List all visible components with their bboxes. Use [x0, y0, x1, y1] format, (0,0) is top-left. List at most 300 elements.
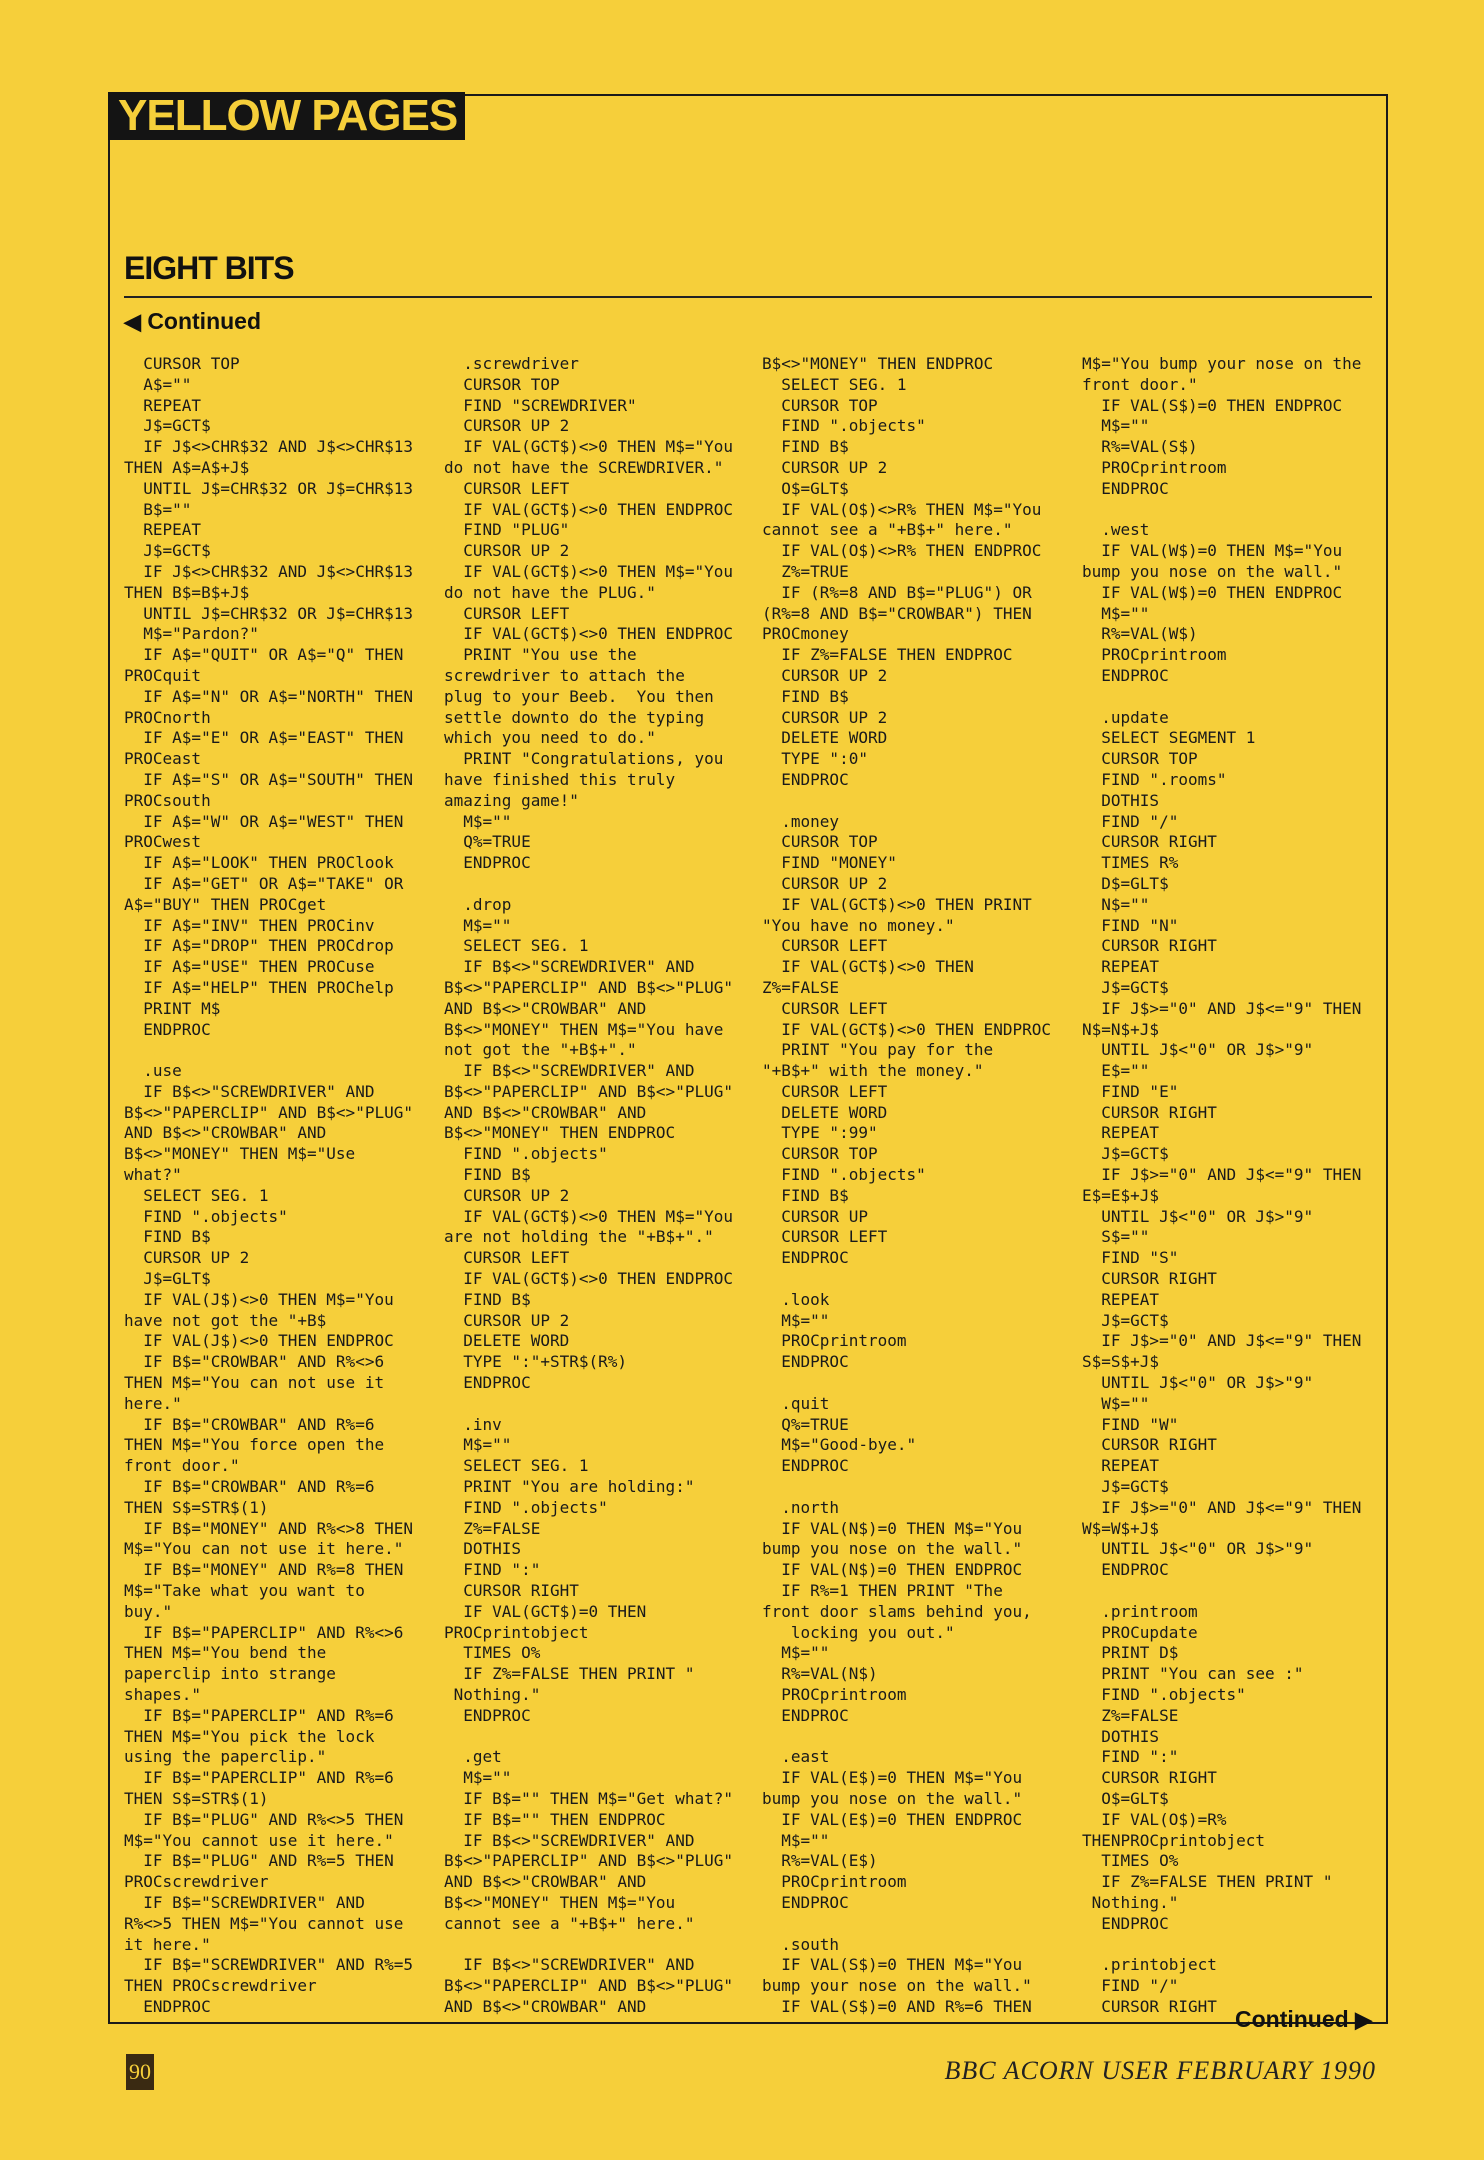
code-line: ENDPROC	[762, 769, 849, 789]
code-line: FIND ".objects"	[762, 416, 926, 436]
code-line: IF A$="HELP" THEN PROChelp	[124, 977, 394, 997]
code-line: .west	[1082, 520, 1150, 540]
code-line: FIND ".objects"	[1082, 1685, 1246, 1704]
code-line: M$=""	[444, 811, 512, 831]
code-line: FIND ":"	[444, 1560, 541, 1580]
code-line: (R%=8 AND B$="CROWBAR") THEN	[762, 603, 1032, 623]
code-line	[444, 1394, 733, 1415]
code-line: FIND ".objects"	[444, 1497, 608, 1517]
code-line: IF A$="S" OR A$="SOUTH" THEN	[124, 769, 413, 789]
code-line: J$=GCT$	[124, 541, 211, 561]
code-line: N$=N$+J$	[1082, 1019, 1160, 1039]
code-line: IF B$="CROWBAR" AND R%<>6	[124, 1352, 385, 1372]
code-line: FIND B$	[444, 1289, 531, 1309]
code-line: ENDPROC	[1082, 478, 1169, 498]
code-line: IF J$<>CHR$32 AND J$<>CHR$13	[124, 437, 413, 457]
code-line: S$=""	[1082, 1227, 1150, 1247]
code-line: IF A$="LOOK" THEN PROClook	[124, 853, 394, 873]
code-line: CURSOR LEFT	[444, 603, 570, 623]
code-line: CURSOR LEFT	[444, 478, 570, 498]
code-line: IF A$="N" OR A$="NORTH" THEN	[124, 686, 413, 706]
code-column-2	[444, 354, 733, 2018]
code-line: CURSOR TOP	[124, 354, 240, 373]
code-line: B$<>"MONEY" THEN ENDPROC	[444, 1123, 676, 1143]
code-line: FIND ":"	[1082, 1747, 1179, 1767]
code-line: D$=GLT$	[1082, 873, 1169, 893]
code-line: IF A$="USE" THEN PROCuse	[124, 957, 375, 977]
code-line: it here."	[124, 1934, 211, 1954]
code-line: CURSOR UP 2	[444, 1185, 570, 1205]
code-line: PROCprintroom	[762, 1331, 907, 1351]
code-line: IF Z%=FALSE THEN PRINT "	[444, 1664, 695, 1684]
code-line: S$=S$+J$	[1082, 1352, 1160, 1372]
code-line: PRINT "You are holding:"	[444, 1477, 695, 1497]
code-column-3	[762, 354, 1051, 2018]
code-line: .south	[762, 1934, 840, 1954]
code-line: FIND ".objects"	[444, 1144, 608, 1164]
code-line: .look	[762, 1289, 830, 1309]
code-line: Nothing."	[444, 1685, 541, 1704]
code-line: Z%=TRUE	[762, 561, 849, 581]
code-line: B$<>"MONEY" THEN M$="You have	[444, 1019, 724, 1039]
code-line: PROCmoney	[762, 624, 849, 644]
code-line: .east	[762, 1747, 830, 1767]
code-line: TIMES O%	[444, 1643, 541, 1663]
code-line: SELECT SEGMENT 1	[1082, 728, 1256, 748]
code-line: A$=""	[124, 374, 192, 394]
code-line: AND B$<>"CROWBAR" AND	[444, 1996, 647, 2016]
code-line: IF VAL(E$)=0 THEN ENDPROC	[762, 1809, 1023, 1829]
code-line: IF VAL(GCT$)<>0 THEN ENDPROC	[444, 1269, 733, 1289]
code-line: N$=""	[1082, 894, 1150, 914]
code-line: M$=""	[1082, 603, 1150, 623]
code-line: M$=""	[762, 1830, 830, 1850]
code-line: PRINT M$	[124, 998, 221, 1018]
code-line: IF B$="PLUG" AND R%<>5 THEN	[124, 1809, 404, 1829]
code-line: IF B$<>"SCREWDRIVER" AND	[124, 1081, 375, 1101]
code-line: FIND "/"	[1082, 811, 1179, 831]
code-line: ENDPROC	[762, 1705, 849, 1725]
code-line: IF VAL(E$)=0 THEN M$="You	[762, 1768, 1023, 1788]
code-line: PRINT "You use the	[444, 645, 637, 665]
right-arrow-icon: ▶	[1355, 2007, 1372, 2032]
code-line: FIND B$	[762, 686, 849, 706]
code-line: IF VAL(O$)<>R% THEN M$="You	[762, 499, 1042, 519]
code-column-4	[1082, 354, 1361, 2018]
code-line: Z%=FALSE	[444, 1518, 541, 1538]
code-line: FIND B$	[762, 437, 849, 457]
code-line: B$<>"MONEY" THEN M$="You	[444, 1892, 676, 1912]
code-line: IF Z%=FALSE THEN PRINT "	[1082, 1872, 1333, 1892]
code-line: SELECT SEG. 1	[762, 374, 907, 394]
code-line: B$<>"PAPERCLIP" AND B$<>"PLUG"	[444, 1976, 733, 1996]
code-line: DELETE WORD	[762, 728, 888, 748]
code-line: B$<>"PAPERCLIP" AND B$<>"PLUG"	[444, 977, 733, 997]
code-line: PROCquit	[124, 665, 202, 685]
code-line: O$=GLT$	[1082, 1788, 1169, 1808]
code-line: .get	[444, 1747, 502, 1767]
code-line: R%<>5 THEN M$="You cannot use	[124, 1913, 404, 1933]
code-line: PROCscrewdriver	[124, 1872, 269, 1892]
code-line: are not holding the "+B$+"."	[444, 1227, 714, 1247]
code-line: UNTIL J$<"0" OR J$>"9"	[1082, 1373, 1314, 1393]
code-line: PRINT "You can see :"	[1082, 1664, 1304, 1684]
code-line: J$=GCT$	[1082, 1477, 1169, 1497]
code-line: IF A$="DROP" THEN PROCdrop	[124, 936, 394, 956]
code-line: IF VAL(S$)=0 AND R%=6 THEN	[762, 1996, 1032, 2016]
code-line: SELECT SEG. 1	[444, 936, 589, 956]
code-line: CURSOR UP 2	[762, 665, 888, 685]
code-line: THEN S$=STR$(1)	[124, 1497, 269, 1517]
code-line: THEN S$=STR$(1)	[124, 1788, 269, 1808]
code-line: have finished this truly	[444, 769, 676, 789]
code-line: Z%=FALSE	[762, 977, 840, 997]
code-line: IF B$="PAPERCLIP" AND R%<>6	[124, 1622, 404, 1642]
code-line: THENPROCprintobject	[1082, 1830, 1266, 1850]
code-line: do not have the PLUG."	[444, 582, 656, 602]
code-line: do not have the SCREWDRIVER."	[444, 457, 724, 477]
code-line: AND B$<>"CROWBAR" AND	[444, 1872, 647, 1892]
code-line: IF B$="PAPERCLIP" AND R%=6	[124, 1705, 394, 1725]
code-line: SELECT SEG. 1	[444, 1456, 589, 1476]
code-line: IF R%=1 THEN PRINT "The	[762, 1581, 1003, 1601]
code-line: CURSOR UP 2	[444, 416, 570, 436]
code-line	[762, 1269, 1051, 1290]
code-line: M$="You cannot use it here."	[124, 1830, 394, 1850]
code-line: UNTIL J$=CHR$32 OR J$=CHR$13	[124, 478, 413, 498]
code-line	[444, 1727, 733, 1748]
continued-top-label: Continued	[147, 308, 262, 334]
code-line: bump your nose on the wall."	[762, 1976, 1032, 1996]
code-line: Q%=TRUE	[762, 1414, 849, 1434]
code-line: REPEAT	[1082, 1123, 1160, 1143]
code-line: plug to your Beeb. You then	[444, 686, 714, 706]
code-line: buy."	[124, 1601, 173, 1621]
code-line: .printroom	[1082, 1601, 1198, 1621]
code-line: THEN A$=A$+J$	[124, 457, 250, 477]
code-line: ENDPROC	[1082, 1560, 1169, 1580]
code-line: R%=VAL(W$)	[1082, 624, 1198, 644]
code-line	[444, 1935, 733, 1956]
code-line: CURSOR UP 2	[124, 1248, 250, 1268]
code-line: REPEAT	[1082, 1456, 1160, 1476]
code-line: TYPE ":"+STR$(R%)	[444, 1352, 628, 1372]
code-line: IF B$="SCREWDRIVER" AND R%=5	[124, 1955, 413, 1975]
code-line: M$=""	[444, 1435, 512, 1455]
code-line: IF J$<>CHR$32 AND J$<>CHR$13	[124, 561, 413, 581]
code-line: Q%=TRUE	[444, 832, 531, 852]
code-line: REPEAT	[124, 395, 202, 415]
code-line: THEN M$="You force open the	[124, 1435, 385, 1455]
code-line: TYPE ":0"	[762, 749, 868, 769]
code-line: B$<>"MONEY" THEN M$="Use	[124, 1144, 356, 1164]
code-line: M$=""	[1082, 416, 1150, 436]
code-line: bump you nose on the wall."	[1082, 561, 1343, 581]
code-line: PROCprintroom	[762, 1872, 907, 1892]
code-line: IF B$="CROWBAR" AND R%=6	[124, 1477, 375, 1497]
section-title: EIGHT BITS	[124, 250, 294, 286]
code-line: FIND "SCREWDRIVER"	[444, 395, 637, 415]
code-line: CURSOR UP	[762, 1206, 868, 1226]
code-line: AND B$<>"CROWBAR" AND	[444, 998, 647, 1018]
code-line: IF VAL(W$)=0 THEN ENDPROC	[1082, 582, 1343, 602]
code-line: PRINT "You pay for the	[762, 1040, 994, 1060]
code-line: IF B$="PAPERCLIP" AND R%=6	[124, 1768, 394, 1788]
code-line	[444, 874, 733, 895]
code-line: CURSOR RIGHT	[444, 1581, 579, 1601]
code-line: IF VAL(S$)=0 THEN ENDPROC	[1082, 395, 1343, 415]
code-line: IF VAL(GCT$)<>0 THEN M$="You	[444, 561, 733, 581]
code-line: CURSOR TOP	[444, 374, 560, 394]
code-line	[124, 1040, 413, 1061]
code-line: DOTHIS	[1082, 790, 1160, 810]
code-line: B$=""	[124, 499, 192, 519]
code-line: front door."	[1082, 374, 1198, 394]
code-line: .update	[1082, 707, 1169, 727]
code-line: IF VAL(N$)=0 THEN ENDPROC	[762, 1560, 1023, 1580]
code-line: IF VAL(GCT$)<>0 THEN M$="You	[444, 1206, 733, 1226]
code-line	[762, 791, 1051, 812]
code-line: IF VAL(O$)=R%	[1082, 1809, 1227, 1829]
code-line	[1082, 1935, 1361, 1956]
code-line: cannot see a "+B$+" here."	[762, 520, 1013, 540]
code-line: THEN M$="You pick the lock	[124, 1726, 375, 1746]
code-line: IF J$>="0" AND J$<="9" THEN	[1082, 1497, 1362, 1517]
code-line: CURSOR RIGHT	[1082, 1435, 1217, 1455]
code-line: Nothing."	[1082, 1892, 1179, 1912]
code-line: FIND "/"	[1082, 1976, 1179, 1996]
code-line: FIND ".objects"	[762, 1165, 926, 1185]
code-line: Z%=FALSE	[1082, 1705, 1179, 1725]
code-line: FIND B$	[762, 1185, 849, 1205]
code-line: PROCprintroom	[1082, 457, 1227, 477]
code-line: .screwdriver	[444, 354, 579, 373]
code-line: M$=""	[762, 1310, 830, 1330]
code-line: IF B$="SCREWDRIVER" AND	[124, 1892, 365, 1912]
continued-bottom-label: Continued	[1234, 2006, 1349, 2032]
code-line: AND B$<>"CROWBAR" AND	[124, 1123, 327, 1143]
code-line: CURSOR LEFT	[444, 1248, 570, 1268]
code-line: M$="You bump your nose on the	[1082, 354, 1362, 373]
code-line: IF VAL(J$)<>0 THEN ENDPROC	[124, 1331, 394, 1351]
code-line: ENDPROC	[762, 1248, 849, 1268]
code-line: E$=""	[1082, 1061, 1150, 1081]
code-line	[762, 1373, 1051, 1394]
code-line: have not got the "+B$	[124, 1310, 327, 1330]
code-line: FIND "W"	[1082, 1414, 1179, 1434]
code-line: PRINT D$	[1082, 1643, 1179, 1663]
code-line: .money	[762, 811, 840, 831]
code-line: B$<>"PAPERCLIP" AND B$<>"PLUG"	[444, 1081, 733, 1101]
code-line: CURSOR UP 2	[762, 707, 888, 727]
code-line	[762, 1914, 1051, 1935]
code-line: IF VAL(GCT$)<>0 THEN ENDPROC	[444, 624, 733, 644]
code-line: IF VAL(S$)=0 THEN M$="You	[762, 1955, 1023, 1975]
code-line: CURSOR UP 2	[444, 541, 570, 561]
code-line: .quit	[762, 1393, 830, 1413]
code-line: ENDPROC	[762, 1352, 849, 1372]
code-line: THEN B$=B$+J$	[124, 582, 250, 602]
code-line: CURSOR LEFT	[762, 1227, 888, 1247]
code-line: .inv	[444, 1414, 502, 1434]
code-line: UNTIL J$<"0" OR J$>"9"	[1082, 1206, 1314, 1226]
code-line: IF VAL(GCT$)<>0 THEN	[762, 957, 974, 977]
code-line: CURSOR RIGHT	[1082, 1102, 1217, 1122]
code-line: IF A$="INV" THEN PROCinv	[124, 915, 375, 935]
code-line: FIND "E"	[1082, 1081, 1179, 1101]
code-line: R%=VAL(N$)	[762, 1664, 878, 1684]
code-line: FIND B$	[124, 1227, 211, 1247]
code-line: PROCwest	[124, 832, 202, 852]
code-line: CURSOR TOP	[762, 1144, 878, 1164]
code-line	[762, 1477, 1051, 1498]
page-number: 90	[126, 2054, 154, 2090]
code-line: FIND "MONEY"	[762, 853, 897, 873]
code-line: IF A$="QUIT" OR A$="Q" THEN	[124, 645, 404, 665]
code-line: ENDPROC	[444, 853, 531, 873]
code-line: IF A$="E" OR A$="EAST" THEN	[124, 728, 404, 748]
code-line: M$=""	[444, 915, 512, 935]
code-line: "+B$+" with the money."	[762, 1061, 984, 1081]
code-line: REPEAT	[1082, 957, 1160, 977]
code-line: IF A$="GET" OR A$="TAKE" OR	[124, 873, 404, 893]
code-line: ENDPROC	[762, 1892, 849, 1912]
code-line: paperclip into strange	[124, 1664, 336, 1684]
code-line: bump you nose on the wall."	[762, 1539, 1023, 1559]
code-line: IF VAL(GCT$)<>0 THEN ENDPROC	[444, 499, 733, 519]
code-line: CURSOR RIGHT	[1082, 1768, 1217, 1788]
code-line: IF VAL(J$)<>0 THEN M$="You	[124, 1289, 394, 1309]
code-line: IF J$>="0" AND J$<="9" THEN	[1082, 998, 1362, 1018]
code-line: IF A$="W" OR A$="WEST" THEN	[124, 811, 404, 831]
code-line: PROCupdate	[1082, 1622, 1198, 1642]
code-line: SELECT SEG. 1	[124, 1185, 269, 1205]
code-line: locking you out."	[762, 1622, 955, 1642]
code-line: THEN PROCscrewdriver	[124, 1976, 317, 1996]
code-line: IF VAL(W$)=0 THEN M$="You	[1082, 541, 1343, 561]
code-line: using the paperclip."	[124, 1747, 327, 1767]
code-line: AND B$<>"CROWBAR" AND	[444, 1102, 647, 1122]
code-line: IF J$>="0" AND J$<="9" THEN	[1082, 1331, 1362, 1351]
code-line: CURSOR RIGHT	[1082, 832, 1217, 852]
code-line: FIND ".rooms"	[1082, 769, 1227, 789]
code-line: B$<>"PAPERCLIP" AND B$<>"PLUG"	[124, 1102, 413, 1122]
code-line: ENDPROC	[444, 1705, 531, 1725]
code-line: THEN M$="You can not use it	[124, 1373, 385, 1393]
code-line	[1082, 687, 1361, 708]
code-line	[1082, 500, 1361, 521]
code-line: A$="BUY" THEN PROCget	[124, 894, 327, 914]
code-line: R%=VAL(S$)	[1082, 437, 1198, 457]
code-line: UNTIL J$=CHR$32 OR J$=CHR$13	[124, 603, 413, 623]
code-line: amazing game!"	[444, 790, 579, 810]
code-line: IF B$="PLUG" AND R%=5 THEN	[124, 1851, 394, 1871]
code-line: CURSOR UP 2	[762, 457, 888, 477]
code-line: IF B$="" THEN ENDPROC	[444, 1809, 666, 1829]
code-line: J$=GCT$	[1082, 977, 1169, 997]
code-line: W$=""	[1082, 1393, 1150, 1413]
code-line: J$=GCT$	[1082, 1310, 1169, 1330]
code-line: shapes."	[124, 1685, 202, 1704]
code-line: REPEAT	[124, 520, 202, 540]
code-line: IF B$="MONEY" AND R%<>8 THEN	[124, 1518, 413, 1538]
code-line: CURSOR LEFT	[762, 936, 888, 956]
code-line: .use	[124, 1061, 182, 1081]
code-line: CURSOR UP 2	[444, 1310, 570, 1330]
code-line: front door slams behind you,	[762, 1601, 1032, 1621]
code-line: M$="Take what you want to	[124, 1581, 365, 1601]
code-line: not got the "+B$+"."	[444, 1040, 637, 1060]
code-line: "You have no money."	[762, 915, 955, 935]
code-line: J$=GLT$	[124, 1269, 211, 1289]
code-line: IF VAL(O$)<>R% THEN ENDPROC	[762, 541, 1042, 561]
code-line: PROCprintobject	[444, 1622, 589, 1642]
code-line: TIMES R%	[1082, 853, 1179, 873]
code-line: IF VAL(GCT$)<>0 THEN M$="You	[444, 437, 733, 457]
code-line: CURSOR RIGHT	[1082, 1996, 1217, 2016]
code-line: IF VAL(GCT$)<>0 THEN ENDPROC	[762, 1019, 1051, 1039]
code-line: FIND "N"	[1082, 915, 1179, 935]
code-line: M$=""	[762, 1643, 830, 1663]
code-line: what?"	[124, 1165, 182, 1185]
code-line: J$=GCT$	[1082, 1144, 1169, 1164]
code-line: PROCeast	[124, 749, 202, 769]
code-line: which you need to do."	[444, 728, 656, 748]
code-line: CURSOR LEFT	[762, 1081, 888, 1101]
code-line: .north	[762, 1497, 840, 1517]
code-line: ENDPROC	[762, 1456, 849, 1476]
code-line: DOTHIS	[1082, 1726, 1160, 1746]
code-line: W$=W$+J$	[1082, 1518, 1160, 1538]
continued-from-marker	[124, 308, 261, 335]
code-line: M$="Good-bye."	[762, 1435, 917, 1455]
code-column-1	[124, 354, 413, 2018]
code-line: IF VAL(N$)=0 THEN M$="You	[762, 1518, 1023, 1538]
code-line: bump you nose on the wall."	[762, 1788, 1023, 1808]
code-line: FIND "S"	[1082, 1248, 1179, 1268]
code-line: B$<>"MONEY" THEN ENDPROC	[762, 354, 994, 373]
code-line	[762, 1727, 1051, 1748]
code-line: IF Z%=FALSE THEN ENDPROC	[762, 645, 1013, 665]
code-line: CURSOR UP 2	[762, 873, 888, 893]
code-line: M$=""	[444, 1768, 512, 1788]
code-line: IF VAL(GCT$)=0 THEN	[444, 1601, 647, 1621]
code-line: CURSOR TOP	[1082, 749, 1198, 769]
continued-next-marker	[1235, 2006, 1372, 2033]
code-line: .printobject	[1082, 1955, 1217, 1975]
code-line: settle downto do the typing	[444, 707, 705, 727]
yellow-pages-banner: YELLOW PAGES	[108, 92, 465, 140]
code-line: ENDPROC	[124, 1019, 211, 1039]
code-line: DELETE WORD	[444, 1331, 570, 1351]
code-line: CURSOR TOP	[762, 395, 878, 415]
code-line: PROCprintroom	[1082, 645, 1227, 665]
code-line: ENDPROC	[1082, 665, 1169, 685]
code-line: PROCprintroom	[762, 1685, 907, 1704]
code-line: IF B$<>"SCREWDRIVER" AND	[444, 1061, 695, 1081]
footer-publication: BBC ACORN USER FEBRUARY 1990	[944, 2056, 1376, 2085]
code-line: ENDPROC	[1082, 1913, 1169, 1933]
code-line: PROCsouth	[124, 790, 211, 810]
code-line: IF J$>="0" AND J$<="9" THEN	[1082, 1165, 1362, 1185]
code-line: cannot see a "+B$+" here."	[444, 1913, 695, 1933]
code-line: IF B$<>"SCREWDRIVER" AND	[444, 1830, 695, 1850]
code-line: B$<>"PAPERCLIP" AND B$<>"PLUG"	[444, 1851, 733, 1871]
code-line: PRINT "Congratulations, you	[444, 749, 724, 769]
code-line: FIND "PLUG"	[444, 520, 570, 540]
code-line: IF VAL(GCT$)<>0 THEN PRINT	[762, 894, 1032, 914]
code-line: FIND B$	[444, 1165, 531, 1185]
